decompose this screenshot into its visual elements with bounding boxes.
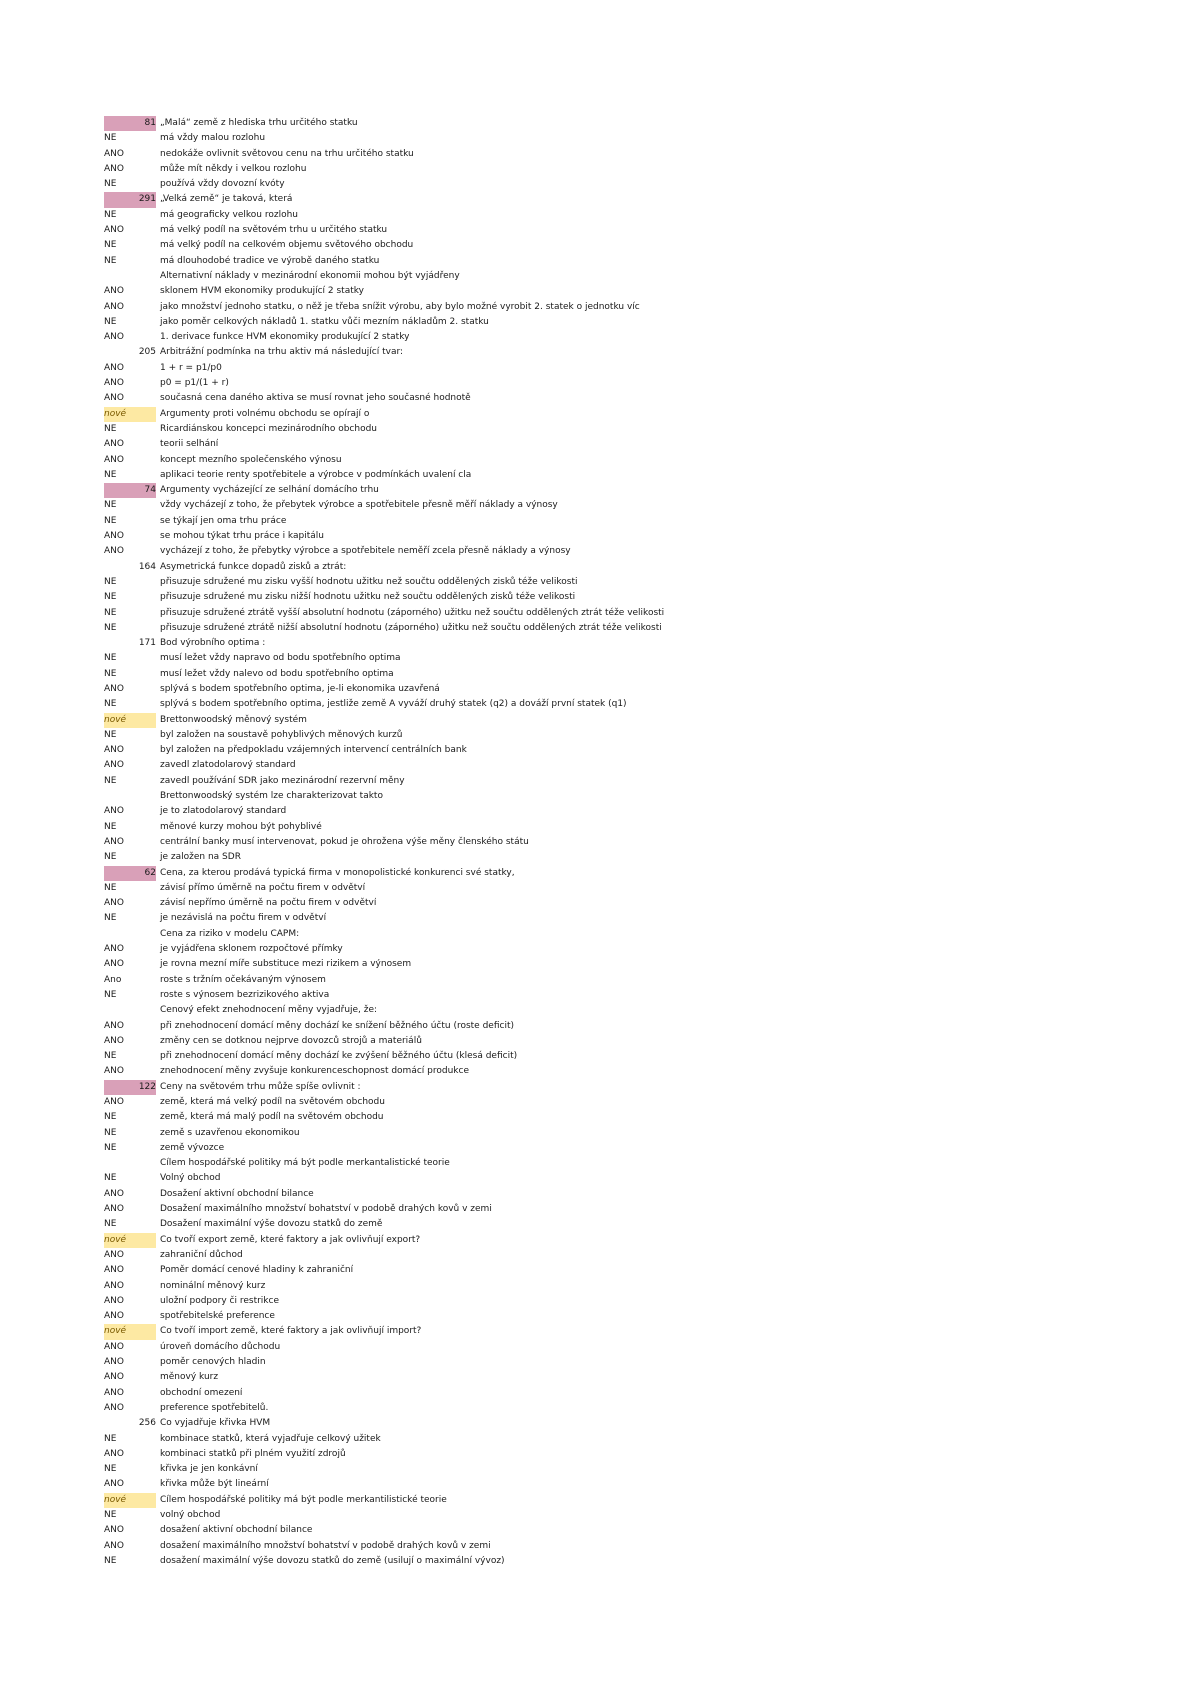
sheet-row bbox=[104, 1386, 1104, 1401]
answer-flag-cell: NE bbox=[104, 1433, 117, 1444]
sheet-row bbox=[104, 1019, 1104, 1034]
answer-flag-cell: NE bbox=[104, 607, 117, 618]
sheet-row bbox=[104, 713, 1104, 728]
sheet-row bbox=[104, 162, 1104, 177]
answer-flag-cell: ANO bbox=[104, 148, 124, 159]
answer-flag-cell: ANO bbox=[104, 1540, 124, 1551]
answer-flag-cell: ANO bbox=[104, 1311, 124, 1322]
answer-flag-cell: Ano bbox=[104, 974, 122, 985]
answer-flag-cell bbox=[104, 1156, 156, 1171]
answer-flag-cell: NE bbox=[104, 1510, 117, 1521]
text-cell: Cenový efekt znehodnocení měny vyjadřuje, že: bbox=[160, 1005, 378, 1016]
sheet-row bbox=[104, 774, 1104, 789]
answer-flag-cell: ANO bbox=[104, 836, 124, 847]
answer-flag-cell: NE bbox=[104, 1127, 117, 1138]
sheet-row bbox=[104, 1126, 1104, 1141]
sheet-row bbox=[104, 697, 1104, 712]
answer-flag-cell: ANO bbox=[104, 163, 124, 174]
answer-flag-cell: ANO bbox=[104, 944, 124, 955]
text-cell: Cílem hospodářské politiky má být podle merkantilistické teorie bbox=[160, 1494, 447, 1505]
text-cell: Dosažení maximální výše dovozu statků do země bbox=[160, 1219, 383, 1230]
text-cell: je nezávislá na počtu firem v odvětví bbox=[160, 913, 327, 924]
text-cell: Dosažení aktivní obchodní bilance bbox=[160, 1188, 314, 1199]
question-number-cell: 164 bbox=[138, 561, 156, 572]
answer-flag-cell: ANO bbox=[104, 1066, 124, 1077]
sheet-row bbox=[104, 820, 1104, 835]
sheet-row bbox=[104, 330, 1104, 345]
text-cell: roste s výnosem bezrizikového aktiva bbox=[160, 989, 330, 1000]
sheet-row bbox=[104, 208, 1104, 223]
sheet-row bbox=[104, 1508, 1104, 1523]
answer-flag-cell: ANO bbox=[104, 1249, 124, 1260]
text-cell: má vždy malou rozlohu bbox=[160, 133, 266, 144]
text-cell: kombinaci statků při plném využití zdrojů bbox=[160, 1448, 346, 1459]
text-cell: přisuzuje sdružené mu zisku nižší hodnotu užitku než součtu oddělených zisků téže velikosti bbox=[160, 592, 576, 603]
text-cell: je to zlatodolarový standard bbox=[160, 806, 287, 817]
sheet-row bbox=[104, 804, 1104, 819]
text-cell: jako množství jednoho statku, o něž je třeba snížit výrobu, aby bylo možné vyrobit 2. statek o jednotku víc bbox=[160, 301, 640, 312]
text-cell: úroveň domácího důchodu bbox=[160, 1341, 281, 1352]
answer-flag-cell: NE bbox=[104, 240, 117, 251]
answer-flag-cell: NE bbox=[104, 500, 117, 511]
sheet-row bbox=[104, 667, 1104, 682]
sheet-row bbox=[104, 1493, 1104, 1508]
answer-flag-cell: NE bbox=[104, 515, 117, 526]
spreadsheet bbox=[104, 116, 1104, 1569]
sheet-row bbox=[104, 529, 1104, 544]
answer-flag-cell: ANO bbox=[104, 362, 124, 373]
answer-flag-cell: ANO bbox=[104, 1402, 124, 1413]
answer-flag-cell: NE bbox=[104, 1464, 117, 1475]
sheet-row bbox=[104, 1217, 1104, 1232]
text-cell: Volný obchod bbox=[160, 1173, 221, 1184]
sheet-row bbox=[104, 345, 1104, 360]
answer-flag-cell: ANO bbox=[104, 439, 124, 450]
answer-flag-cell: ANO bbox=[104, 1372, 124, 1383]
answer-flag-cell bbox=[104, 1003, 156, 1018]
sheet-row bbox=[104, 1003, 1104, 1018]
sheet-row bbox=[104, 1477, 1104, 1492]
sheet-row bbox=[104, 789, 1104, 804]
answer-flag-cell: ANO bbox=[104, 1265, 124, 1276]
text-cell: má geograficky velkou rozlohu bbox=[160, 209, 298, 220]
sheet-row bbox=[104, 1462, 1104, 1477]
text-cell: vycházejí z toho, že přebytky výrobce a spotřebitele neměří zcela přesně náklady a výnosy bbox=[160, 546, 571, 557]
answer-flag-cell: NE bbox=[104, 729, 117, 740]
answer-flag-cell: ANO bbox=[104, 332, 124, 343]
sheet-row bbox=[104, 560, 1104, 575]
text-cell: centrální banky musí intervenovat, pokud je ohrožena výše měny členského státu bbox=[160, 836, 529, 847]
sheet-row bbox=[104, 606, 1104, 621]
sheet-row bbox=[104, 437, 1104, 452]
answer-flag-cell: nové bbox=[104, 407, 156, 422]
sheet-row bbox=[104, 177, 1104, 192]
answer-flag-cell: ANO bbox=[104, 1525, 124, 1536]
text-cell: 1 + r = p1/p0 bbox=[160, 362, 222, 373]
answer-flag-cell: ANO bbox=[104, 745, 124, 756]
text-cell: kombinace statků, která vyjadřuje celkový užitek bbox=[160, 1433, 381, 1444]
text-cell: Co tvoří export země, které faktory a jak ovlivňují export? bbox=[160, 1234, 421, 1245]
text-cell: uložní podpory či restrikce bbox=[160, 1295, 280, 1306]
sheet-row bbox=[104, 1248, 1104, 1263]
sheet-row bbox=[104, 483, 1104, 498]
answer-flag-cell: NE bbox=[104, 1219, 117, 1230]
answer-flag-cell: ANO bbox=[104, 546, 124, 557]
sheet-row bbox=[104, 575, 1104, 590]
answer-flag-cell: NE bbox=[104, 653, 117, 664]
answer-flag-cell: NE bbox=[104, 622, 117, 633]
answer-flag-cell: NE bbox=[104, 1051, 117, 1062]
sheet-row bbox=[104, 1141, 1104, 1156]
text-cell: nedokáže ovlivnit světovou cenu na trhu určitého statku bbox=[160, 148, 414, 159]
sheet-row bbox=[104, 621, 1104, 636]
text-cell: Arbitrážní podmínka na trhu aktiv má následující tvar: bbox=[160, 347, 404, 358]
text-cell: p0 = p1/(1 + r) bbox=[160, 378, 229, 389]
answer-flag-cell: ANO bbox=[104, 806, 124, 817]
sheet-row bbox=[104, 1095, 1104, 1110]
sheet-row bbox=[104, 682, 1104, 697]
text-cell: „Velká země“ je taková, která bbox=[160, 194, 293, 205]
text-cell: volný obchod bbox=[160, 1510, 221, 1521]
sheet-row bbox=[104, 1416, 1104, 1431]
sheet-row bbox=[104, 269, 1104, 284]
sheet-row bbox=[104, 1554, 1104, 1569]
sheet-row bbox=[104, 498, 1104, 513]
text-cell: dosažení maximálního množství bohatství v podobě drahých kovů v zemi bbox=[160, 1540, 491, 1551]
question-number-cell: 122 bbox=[104, 1080, 156, 1095]
text-cell: se mohou týkat trhu práce i kapitálu bbox=[160, 531, 324, 542]
text-cell: křivka je jen konkávní bbox=[160, 1464, 258, 1475]
text-cell: Cena, za kterou prodává typická firma v monopolistické konkurenci své statky, bbox=[160, 867, 515, 878]
answer-flag-cell bbox=[104, 269, 156, 284]
sheet-row bbox=[104, 238, 1104, 253]
text-cell: preference spotřebitelů. bbox=[160, 1402, 269, 1413]
text-cell: křivka může být lineární bbox=[160, 1479, 269, 1490]
text-cell: Argumenty proti volnému obchodu se opírají o bbox=[160, 408, 370, 419]
answer-flag-cell: NE bbox=[104, 1173, 117, 1184]
text-cell: dosažení maximální výše dovozu statků do země (usilují o maximální vývoz) bbox=[160, 1555, 505, 1566]
sheet-row bbox=[104, 927, 1104, 942]
sheet-row bbox=[104, 1171, 1104, 1186]
text-cell: Dosažení maximálního množství bohatství v podobě drahých kovů v zemi bbox=[160, 1204, 492, 1215]
text-cell: splývá s bodem spotřebního optima, je-li ekonomika uzavřená bbox=[160, 683, 440, 694]
sheet-row bbox=[104, 1263, 1104, 1278]
text-cell: Bod výrobního optima : bbox=[160, 638, 266, 649]
sheet-row bbox=[104, 866, 1104, 881]
answer-flag-cell: NE bbox=[104, 913, 117, 924]
text-cell: 1. derivace funkce HVM ekonomiky produkující 2 statky bbox=[160, 332, 410, 343]
sheet-row bbox=[104, 1539, 1104, 1554]
sheet-row bbox=[104, 1110, 1104, 1125]
sheet-row bbox=[104, 957, 1104, 972]
text-cell: zahraniční důchod bbox=[160, 1249, 243, 1260]
answer-flag-cell: NE bbox=[104, 821, 117, 832]
sheet-row bbox=[104, 1156, 1104, 1171]
text-cell: sklonem HVM ekonomiky produkující 2 statky bbox=[160, 286, 364, 297]
sheet-row bbox=[104, 223, 1104, 238]
answer-flag-cell: nové bbox=[104, 1493, 156, 1508]
answer-flag-cell: ANO bbox=[104, 454, 124, 465]
answer-flag-cell: ANO bbox=[104, 225, 124, 236]
answer-flag-cell: NE bbox=[104, 133, 117, 144]
answer-flag-cell: ANO bbox=[104, 301, 124, 312]
sheet-row bbox=[104, 850, 1104, 865]
sheet-row bbox=[104, 453, 1104, 468]
answer-flag-cell: ANO bbox=[104, 1295, 124, 1306]
text-cell: Asymetrická funkce dopadů zisků a ztrát: bbox=[160, 561, 347, 572]
sheet-row bbox=[104, 942, 1104, 957]
answer-flag-cell: NE bbox=[104, 423, 117, 434]
sheet-row bbox=[104, 131, 1104, 146]
answer-flag-cell: NE bbox=[104, 576, 117, 587]
text-cell: aplikaci teorie renty spotřebitele a výrobce v podmínkách uvalení cla bbox=[160, 469, 472, 480]
sheet-row bbox=[104, 147, 1104, 162]
answer-flag-cell: ANO bbox=[104, 1280, 124, 1291]
answer-flag-cell: NE bbox=[104, 775, 117, 786]
text-cell: při znehodnocení domácí měny dochází ke snížení běžného účtu (roste deficit) bbox=[160, 1020, 514, 1031]
text-cell: při znehodnocení domácí měny dochází ke zvýšení běžného účtu (klesá deficit) bbox=[160, 1051, 518, 1062]
text-cell: musí ležet vždy napravo od bodu spotřebního optima bbox=[160, 653, 401, 664]
sheet-row bbox=[104, 636, 1104, 651]
text-cell: roste s tržním očekávaným výnosem bbox=[160, 974, 326, 985]
text-cell: má dlouhodobé tradice ve výrobě daného statku bbox=[160, 255, 380, 266]
answer-flag-cell: ANO bbox=[104, 683, 124, 694]
sheet-row bbox=[104, 1202, 1104, 1217]
sheet-row bbox=[104, 361, 1104, 376]
text-cell: může mít někdy i velkou rozlohu bbox=[160, 163, 307, 174]
text-cell: zavedl zlatodolarový standard bbox=[160, 760, 296, 771]
text-cell: Ricardiánskou koncepci mezinárodního obchodu bbox=[160, 423, 377, 434]
sheet-row bbox=[104, 1401, 1104, 1416]
answer-flag-cell: nové bbox=[104, 1233, 156, 1248]
text-cell: Alternativní náklady v mezinárodní ekonomii mohou být vyjádřeny bbox=[160, 270, 460, 281]
answer-flag-cell: ANO bbox=[104, 1204, 124, 1215]
sheet-row bbox=[104, 1064, 1104, 1079]
text-cell: byl založen na předpokladu vzájemných intervencí centrálních bank bbox=[160, 745, 467, 756]
sheet-row bbox=[104, 300, 1104, 315]
text-cell: zavedl používání SDR jako mezinárodní rezervní měny bbox=[160, 775, 405, 786]
answer-flag-cell: NE bbox=[104, 316, 117, 327]
answer-flag-cell: NE bbox=[104, 469, 117, 480]
sheet-row bbox=[104, 192, 1104, 207]
text-cell: nominální měnový kurz bbox=[160, 1280, 266, 1291]
answer-flag-cell: NE bbox=[104, 989, 117, 1000]
text-cell: musí ležet vždy nalevo od bodu spotřebního optima bbox=[160, 668, 394, 679]
question-number-cell: 62 bbox=[104, 866, 156, 881]
sheet-row bbox=[104, 1432, 1104, 1447]
answer-flag-cell: ANO bbox=[104, 1448, 124, 1459]
text-cell: Poměr domácí cenové hladiny k zahraniční bbox=[160, 1265, 354, 1276]
sheet-row bbox=[104, 407, 1104, 422]
text-cell: změny cen se dotknou nejprve dovozců strojů a materiálů bbox=[160, 1035, 422, 1046]
text-cell: teorii selhání bbox=[160, 439, 219, 450]
text-cell: jako poměr celkových nákladů 1. statku vůči mezním nákladům 2. statku bbox=[160, 316, 489, 327]
text-cell: je rovna mezní míře substituce mezi rizikem a výnosem bbox=[160, 959, 412, 970]
answer-flag-cell: ANO bbox=[104, 1035, 124, 1046]
answer-flag-cell: ANO bbox=[104, 1188, 124, 1199]
sheet-row bbox=[104, 758, 1104, 773]
answer-flag-cell: ANO bbox=[104, 1479, 124, 1490]
answer-flag-cell: ANO bbox=[104, 1357, 124, 1368]
sheet-row bbox=[104, 1340, 1104, 1355]
answer-flag-cell: NE bbox=[104, 852, 117, 863]
sheet-row bbox=[104, 1187, 1104, 1202]
sheet-row bbox=[104, 728, 1104, 743]
text-cell: Brettonwoodský systém lze charakterizovat takto bbox=[160, 791, 383, 802]
text-cell: měnové kurzy mohou být pohyblivé bbox=[160, 821, 322, 832]
sheet-row bbox=[104, 1049, 1104, 1064]
sheet-row bbox=[104, 1370, 1104, 1385]
text-cell: znehodnocení měny zvyšuje konkurenceschopnost domácí produkce bbox=[160, 1066, 469, 1077]
text-cell: země, která má velký podíl na světovém obchodu bbox=[160, 1097, 385, 1107]
sheet-row bbox=[104, 544, 1104, 559]
text-cell: obchodní omezení bbox=[160, 1387, 243, 1398]
text-cell: Co vyjadřuje křivka HVM bbox=[160, 1418, 271, 1429]
sheet-row bbox=[104, 1309, 1104, 1324]
text-cell: Brettonwoodský měnový systém bbox=[160, 714, 307, 725]
question-number-cell: 81 bbox=[104, 116, 156, 131]
text-cell: má velký podíl na celkovém objemu světového obchodu bbox=[160, 240, 414, 251]
text-cell: Co tvoří import země, které faktory a jak ovlivňují import? bbox=[160, 1326, 422, 1337]
sheet-row bbox=[104, 116, 1104, 131]
text-cell: Cílem hospodářské politiky má být podle merkantalistické teorie bbox=[160, 1158, 450, 1169]
answer-flag-cell: NE bbox=[104, 882, 117, 893]
text-cell: přisuzuje sdružené mu zisku vyšší hodnotu užitku než součtu oddělených zisků téže velikosti bbox=[160, 576, 578, 587]
text-cell: používá vždy dovozní kvóty bbox=[160, 179, 285, 190]
sheet-row bbox=[104, 1324, 1104, 1339]
answer-flag-cell: NE bbox=[104, 699, 117, 710]
text-cell: měnový kurz bbox=[160, 1372, 219, 1383]
answer-flag-cell: ANO bbox=[104, 959, 124, 970]
sheet-row bbox=[104, 651, 1104, 666]
sheet-row bbox=[104, 1294, 1104, 1309]
text-cell: Ceny na světovém trhu může spíše ovlivnit : bbox=[160, 1081, 361, 1092]
text-cell: přisuzuje sdružené ztrátě vyšší absolutní hodnotu (záporného) užitku než součtu oddělených ztrát téže velikosti bbox=[160, 607, 665, 618]
sheet-row bbox=[104, 1034, 1104, 1049]
answer-flag-cell: NE bbox=[104, 179, 117, 190]
text-cell: závisí přímo úměrně na počtu firem v odvětví bbox=[160, 882, 366, 893]
text-cell: země vývozce bbox=[160, 1142, 225, 1153]
sheet-row bbox=[104, 315, 1104, 330]
text-cell: vždy vycházejí z toho, že přebytek výrobce a spotřebitele přesně měří náklady a výnosy bbox=[160, 500, 558, 511]
text-cell: je založen na SDR bbox=[160, 852, 241, 863]
sheet-row bbox=[104, 468, 1104, 483]
text-cell: Argumenty vycházející ze selhání domácího trhu bbox=[160, 485, 379, 496]
answer-flag-cell: NE bbox=[104, 1112, 117, 1123]
sheet-row bbox=[104, 911, 1104, 926]
answer-flag-cell: nové bbox=[104, 713, 156, 728]
sheet-row bbox=[104, 988, 1104, 1003]
question-number-cell: 205 bbox=[138, 347, 156, 358]
sheet-row bbox=[104, 1447, 1104, 1462]
sheet-row bbox=[104, 376, 1104, 391]
answer-flag-cell: ANO bbox=[104, 531, 124, 542]
sheet-row bbox=[104, 1355, 1104, 1370]
text-cell: přisuzuje sdružené ztrátě nižší absolutní hodnotu (záporného) užitku než součtu oddělených ztrát téže velikosti bbox=[160, 622, 662, 633]
question-number-cell: 256 bbox=[138, 1418, 156, 1429]
answer-flag-cell: ANO bbox=[104, 1097, 124, 1107]
text-cell: byl založen na soustavě pohyblivých měnových kurzů bbox=[160, 729, 403, 740]
sheet-row bbox=[104, 1523, 1104, 1538]
answer-flag-cell: NE bbox=[104, 668, 117, 679]
sheet-row bbox=[104, 1233, 1104, 1248]
answer-flag-cell: ANO bbox=[104, 1020, 124, 1031]
sheet-row bbox=[104, 973, 1104, 988]
question-number-cell: 74 bbox=[104, 483, 156, 498]
answer-flag-cell: ANO bbox=[104, 898, 124, 909]
sheet-row bbox=[104, 743, 1104, 758]
text-cell: země s uzavřenou ekonomikou bbox=[160, 1127, 300, 1138]
text-cell: země, která má malý podíl na světovém obchodu bbox=[160, 1112, 384, 1123]
text-cell: dosažení aktivní obchodní bilance bbox=[160, 1525, 313, 1536]
text-cell: Cena za riziko v modelu CAPM: bbox=[160, 928, 300, 939]
sheet-row bbox=[104, 514, 1104, 529]
answer-flag-cell: nové bbox=[104, 1324, 156, 1339]
answer-flag-cell: ANO bbox=[104, 378, 124, 389]
answer-flag-cell: NE bbox=[104, 255, 117, 266]
answer-flag-cell: ANO bbox=[104, 393, 124, 404]
sheet-row bbox=[104, 422, 1104, 437]
answer-flag-cell: NE bbox=[104, 592, 117, 603]
text-cell: je vyjádřena sklonem rozpočtové přímky bbox=[160, 944, 343, 955]
sheet-row bbox=[104, 881, 1104, 896]
answer-flag-cell bbox=[104, 789, 156, 804]
sheet-row bbox=[104, 590, 1104, 605]
question-number-cell: 291 bbox=[104, 192, 156, 207]
question-number-cell: 171 bbox=[138, 638, 156, 649]
answer-flag-cell: ANO bbox=[104, 1387, 124, 1398]
text-cell: současná cena daného aktiva se musí rovnat jeho současné hodnotě bbox=[160, 393, 471, 404]
sheet-row bbox=[104, 896, 1104, 911]
answer-flag-cell: NE bbox=[104, 1142, 117, 1153]
text-cell: se týkají jen oma trhu práce bbox=[160, 515, 287, 526]
sheet-row bbox=[104, 835, 1104, 850]
text-cell: má velký podíl na světovém trhu u určitého statku bbox=[160, 225, 388, 236]
text-cell: spotřebitelské preference bbox=[160, 1311, 275, 1322]
sheet-row bbox=[104, 391, 1104, 406]
text-cell: „Malá“ země z hlediska trhu určitého statku bbox=[160, 118, 358, 128]
answer-flag-cell: NE bbox=[104, 1555, 117, 1566]
answer-flag-cell: ANO bbox=[104, 286, 124, 297]
text-cell: splývá s bodem spotřebního optima, jestliže země A vyváží druhý statek (q2) a dováží první statek (q1) bbox=[160, 699, 627, 710]
answer-flag-cell: ANO bbox=[104, 760, 124, 771]
sheet-row bbox=[104, 254, 1104, 269]
text-cell: poměr cenových hladin bbox=[160, 1357, 266, 1368]
answer-flag-cell bbox=[104, 927, 156, 942]
answer-flag-cell: NE bbox=[104, 209, 117, 220]
sheet-row bbox=[104, 1279, 1104, 1294]
sheet-row bbox=[104, 1080, 1104, 1095]
sheet-row bbox=[104, 284, 1104, 299]
text-cell: závisí nepřímo úměrně na počtu firem v odvětví bbox=[160, 898, 377, 909]
answer-flag-cell: ANO bbox=[104, 1341, 124, 1352]
text-cell: koncept mezního společenského výnosu bbox=[160, 454, 342, 465]
